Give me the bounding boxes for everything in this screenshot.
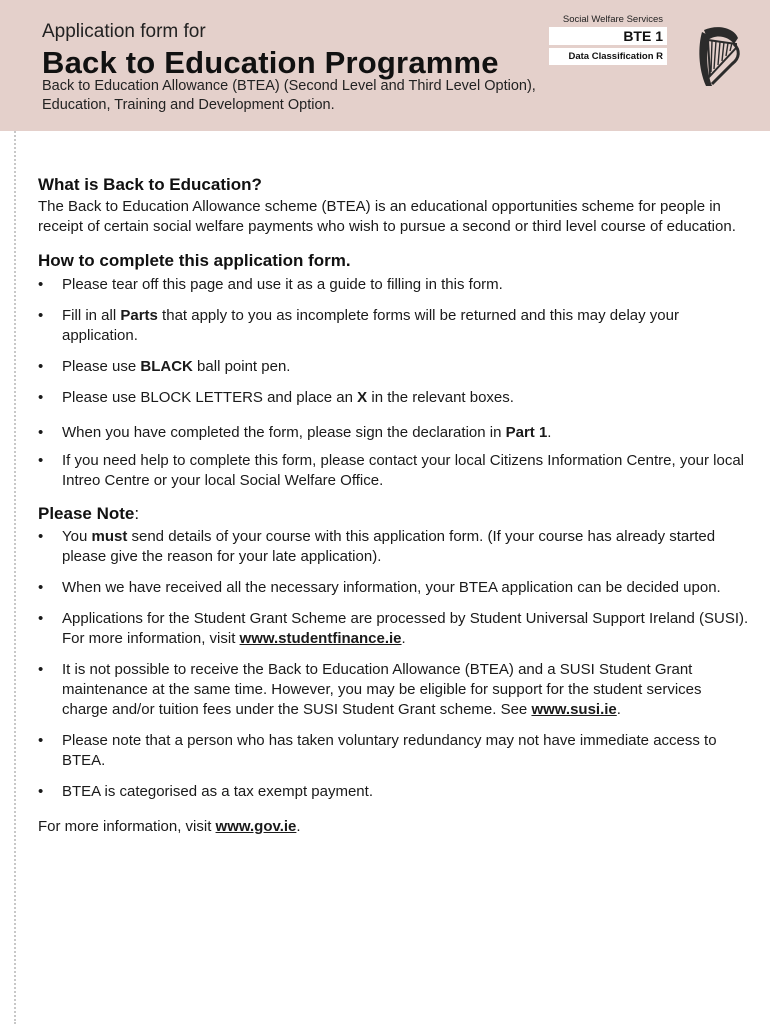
tear-off-perforation: [14, 0, 16, 1024]
list-item: • Applications for the Student Grant Scheme are processed by Student Universal Support Ireland (SUSI). For more information, visit www.studentfinance.ie.: [38, 610, 749, 647]
department-label: Social Welfare Services: [562, 14, 663, 25]
header-subtitle: Application form for: [42, 21, 206, 42]
main-content: [38, 175, 750, 837]
bullet: •: [38, 307, 44, 324]
bullet: •: [38, 358, 44, 375]
bullet: •: [38, 579, 44, 596]
gov-ie-link[interactable]: www.gov.ie: [215, 818, 297, 835]
studentfinance-link[interactable]: www.studentfinance.ie: [239, 630, 402, 647]
bullet: •: [38, 452, 44, 469]
form-header: [0, 0, 770, 131]
section-heading-how-to: How to complete this application form.: [38, 251, 351, 270]
list-item: • If you need help to complete this form, please contact your local Citizens Information Centre, your local Intreo Centre or your local Social Welfare Office.: [38, 452, 745, 489]
list-item: • Please note that a person who has taken voluntary redundancy may not have immediate access to BTEA.: [38, 732, 717, 769]
list-item: • You must send details of your course with this application form. (If your course has already started please give the reason for your late application).: [38, 528, 716, 565]
list-item: • It is not possible to receive the Back to Education Allowance (BTEA) and a SUSI Student Grant maintenance at the same time. However, you may be eligible for support for the student services charge and/or tuition fees under the SUSI Student Grant scheme. See www.susi.ie.: [38, 661, 702, 718]
header-description: [42, 77, 536, 115]
bullet: •: [38, 389, 44, 406]
bullet: •: [38, 732, 44, 749]
page-title: Back to Education Programme: [42, 45, 499, 80]
list-item: • Please use BLOCK LETTERS and place an X in the relevant boxes.: [38, 389, 514, 406]
form-code: BTE 1: [549, 27, 667, 45]
form-reference-box: [549, 14, 667, 65]
bullet: •: [38, 661, 44, 678]
please-note-list: [38, 527, 750, 802]
list-item: • When we have received all the necessary information, your BTEA application can be decided upon.: [38, 579, 721, 596]
data-classification: Data Classification R: [549, 48, 667, 65]
how-to-list: [38, 275, 750, 491]
bullet: •: [38, 783, 44, 800]
section-heading-please-note: Please Note:: [38, 504, 140, 523]
susi-link[interactable]: www.susi.ie: [531, 701, 617, 718]
list-item: • Please use BLACK ball point pen.: [38, 358, 291, 375]
header-description-line-2: Education, Training and Development Option.: [42, 97, 335, 113]
section-heading-what-is: What is Back to Education?: [38, 175, 262, 194]
header-description-line-1: Back to Education Allowance (BTEA) (Second Level and Third Level Option),: [42, 78, 536, 94]
list-item: • Please tear off this page and use it as a guide to filling in this form.: [38, 276, 503, 293]
what-is-description: The Back to Education Allowance scheme (BTEA) is an educational opportunities scheme for people in receipt of certain social welfare payments who wish to pursue a second or third level course of education.: [38, 198, 736, 235]
list-item: • BTEA is categorised as a tax exempt payment.: [38, 783, 373, 800]
list-item: • When you have completed the form, please sign the declaration in Part 1.: [38, 424, 552, 441]
bullet: •: [38, 528, 44, 545]
harp-emblem-icon: [694, 24, 742, 90]
bullet: •: [38, 276, 44, 293]
list-item: • Fill in all Parts that apply to you as incomplete forms will be returned and this may delay your application.: [38, 307, 679, 344]
bullet: •: [38, 610, 44, 627]
footer-more-info: For more information, visit www.gov.ie.: [38, 818, 301, 835]
bullet: •: [38, 424, 44, 441]
